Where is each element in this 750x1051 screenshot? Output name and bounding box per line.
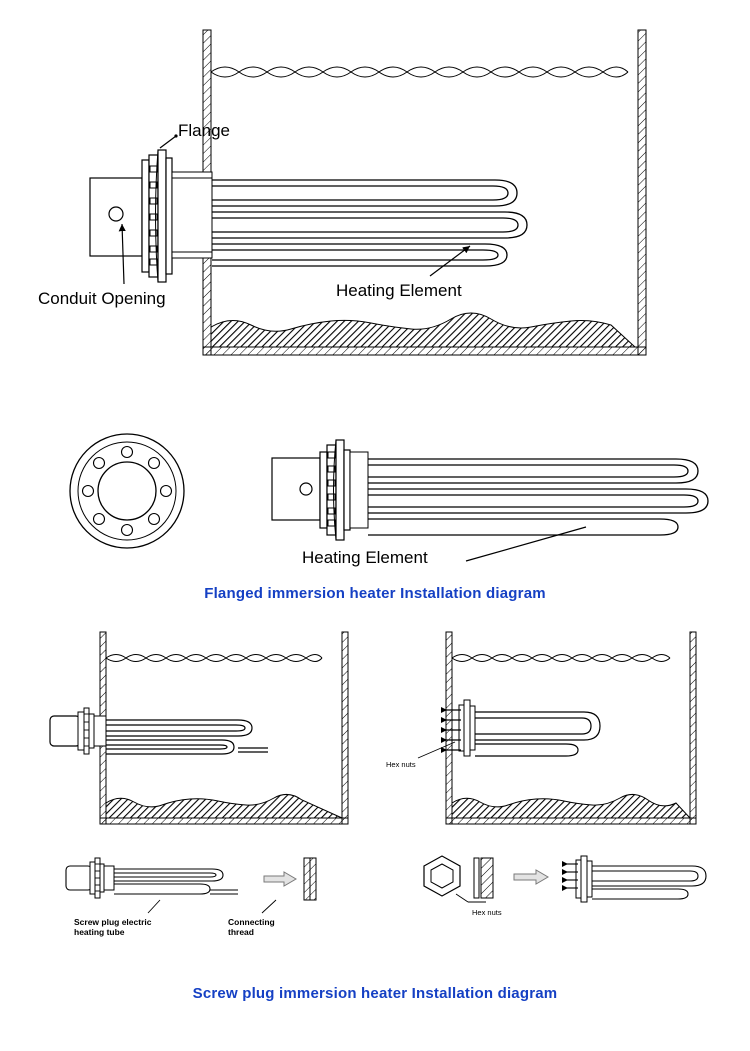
caption-flanged-diagram: Flanged immersion heater Installation diagram — [204, 585, 546, 602]
label-connecting-line2: thread — [228, 926, 254, 937]
label-connecting-line1: Connecting — [228, 917, 275, 927]
flanged-heater-side-view — [272, 440, 708, 561]
label-flange: Flange — [178, 121, 230, 140]
flange-face-view — [70, 434, 184, 548]
screwplug-detail — [66, 858, 316, 913]
label-heating-element-top: Heating Element — [336, 281, 462, 300]
label-conduit-opening: Conduit Opening — [38, 289, 166, 308]
screwplug-tank-left — [50, 632, 348, 824]
top-tank — [90, 30, 646, 355]
screwplug-tank-right — [418, 632, 696, 824]
label-screw-plug-line2: heating tube — [74, 926, 125, 937]
label-screw-plug-line1: Screw plug electric — [74, 917, 152, 927]
hexnut-detail — [424, 856, 706, 902]
label-screw-plug-heating-tube — [74, 918, 151, 938]
label-heating-element-mid: Heating Element — [302, 548, 428, 567]
label-hex-nuts-tank: Hex nuts — [386, 760, 416, 769]
label-connecting-thread — [228, 918, 275, 938]
label-hex-nuts-bottom: Hex nuts — [472, 908, 502, 917]
caption-screwplug-diagram: Screw plug immersion heater Installation diagram — [192, 985, 558, 1002]
